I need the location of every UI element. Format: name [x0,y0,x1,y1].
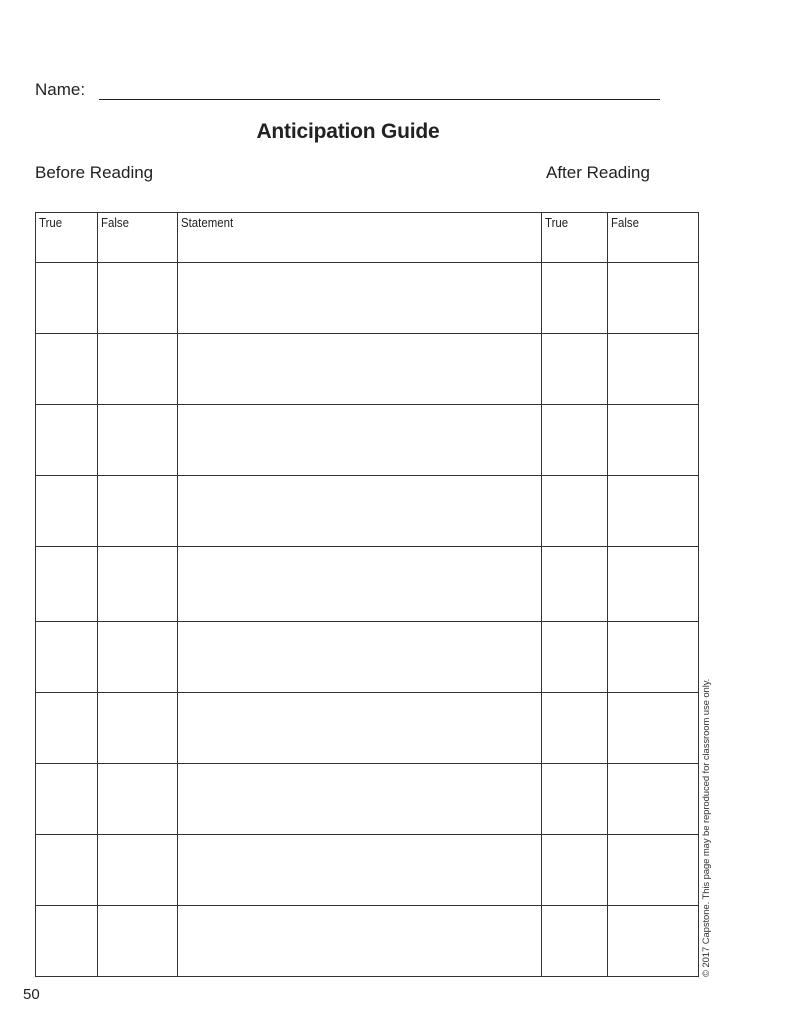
table-row [36,764,699,835]
table-row [36,547,699,622]
table-row [36,693,699,764]
header-statement: Statement [178,213,542,263]
cell-after-false[interactable] [608,835,699,906]
table-row [36,906,699,977]
cell-before-false[interactable] [98,622,178,693]
table-row [36,334,699,405]
cell-after-false[interactable] [608,693,699,764]
cell-after-false[interactable] [608,263,699,334]
table-header-row [36,213,699,263]
cell-after-true[interactable] [542,906,608,977]
cell-after-false[interactable] [608,764,699,835]
cell-after-false[interactable] [608,405,699,476]
cell-before-true[interactable] [36,405,98,476]
copyright-notice: © 2017 Capstone. This page may be reproduced for classroom use only. [701,678,712,977]
cell-after-true[interactable] [542,547,608,622]
cell-before-true[interactable] [36,547,98,622]
cell-after-false[interactable] [608,622,699,693]
cell-after-false[interactable] [608,547,699,622]
cell-before-false[interactable] [98,835,178,906]
cell-after-true[interactable] [542,764,608,835]
cell-after-false[interactable] [608,476,699,547]
cell-after-true[interactable] [542,476,608,547]
cell-after-true[interactable] [542,263,608,334]
cell-before-false[interactable] [98,476,178,547]
cell-after-false[interactable] [608,906,699,977]
cell-after-true[interactable] [542,622,608,693]
cell-before-false[interactable] [98,405,178,476]
cell-before-true[interactable] [36,693,98,764]
anticipation-table [35,212,699,977]
table-body [36,263,699,977]
table-row [36,476,699,547]
cell-before-false[interactable] [98,764,178,835]
header-before-true: True [36,213,98,263]
cell-statement[interactable] [178,547,542,622]
cell-before-true[interactable] [36,906,98,977]
cell-statement[interactable] [178,405,542,476]
table-row [36,405,699,476]
cell-before-false[interactable] [98,906,178,977]
name-input-line[interactable] [99,82,660,100]
page-title: Anticipation Guide [256,120,440,143]
cell-after-true[interactable] [542,835,608,906]
cell-statement[interactable] [178,263,542,334]
cell-after-false[interactable] [608,334,699,405]
cell-statement[interactable] [178,906,542,977]
cell-before-true[interactable] [36,334,98,405]
cell-before-true[interactable] [36,263,98,334]
cell-before-true[interactable] [36,622,98,693]
cell-before-false[interactable] [98,263,178,334]
before-reading-label: Before Reading [35,163,154,182]
cell-statement[interactable] [178,334,542,405]
cell-before-false[interactable] [98,547,178,622]
header-before-false: False [98,213,178,263]
name-label: Name: [35,80,86,99]
cell-statement[interactable] [178,764,542,835]
table-row [36,835,699,906]
after-reading-label: After Reading [546,163,650,182]
cell-statement[interactable] [178,835,542,906]
page-number: 50 [23,986,40,1003]
cell-before-false[interactable] [98,334,178,405]
cell-before-true[interactable] [36,476,98,547]
cell-before-true[interactable] [36,835,98,906]
header-after-true: True [542,213,608,263]
cell-after-true[interactable] [542,334,608,405]
header-after-false: False [608,213,699,263]
table-row [36,263,699,334]
cell-statement[interactable] [178,476,542,547]
cell-after-true[interactable] [542,405,608,476]
table-row [36,622,699,693]
name-row [35,78,660,100]
cell-after-true[interactable] [542,693,608,764]
cell-before-true[interactable] [36,764,98,835]
cell-statement[interactable] [178,622,542,693]
cell-statement[interactable] [178,693,542,764]
cell-before-false[interactable] [98,693,178,764]
